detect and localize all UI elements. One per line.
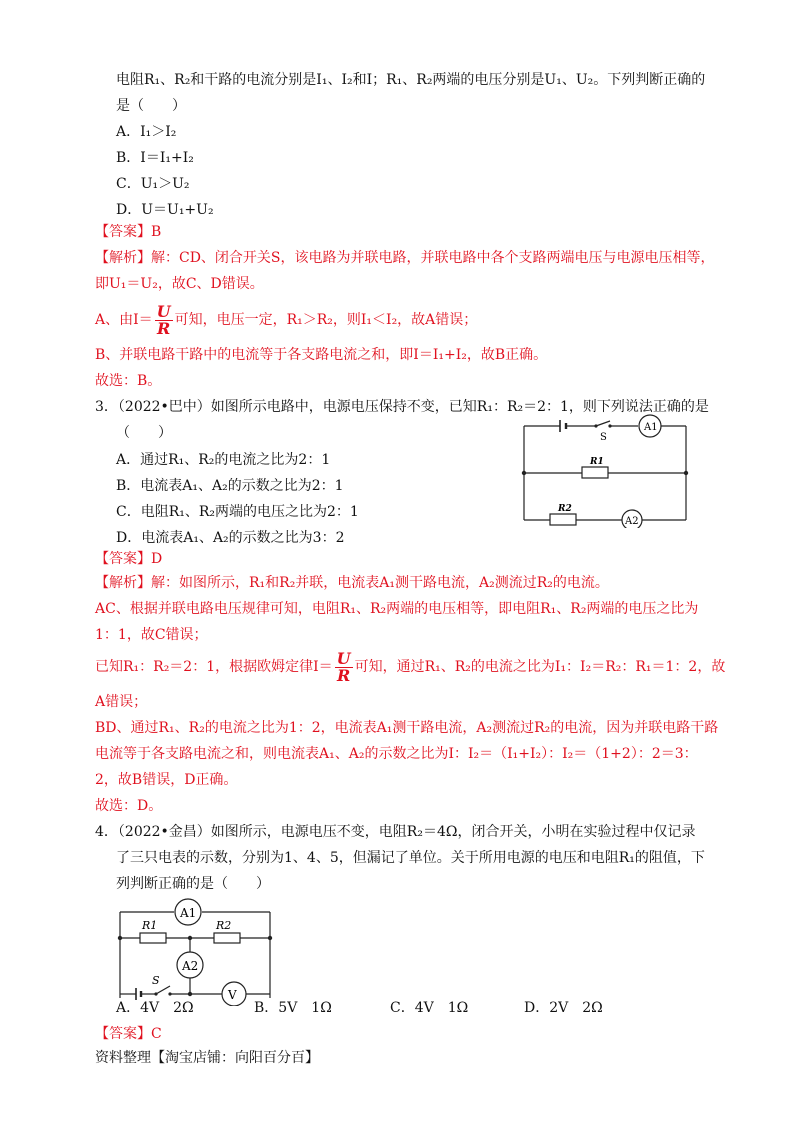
q3-analysis-line4-pre: 已知R₁：R₂＝2：1，根据欧姆定律I＝ bbox=[95, 659, 333, 675]
q3-analysis-line8: 2，故B错误，D正确。 bbox=[95, 772, 238, 788]
q2-option-c: C．U₁＞U₂ bbox=[116, 176, 190, 192]
q2-option-d: D．U＝U₁+U₂ bbox=[116, 202, 214, 218]
q4-circuit-diagram bbox=[110, 898, 280, 1006]
q4-voltmeter-label: V bbox=[228, 988, 237, 1002]
fraction-denominator: R bbox=[336, 665, 351, 685]
q4-stem-line3: 列判断正确的是（ ） bbox=[116, 876, 270, 892]
q3-answer: 【答案】D bbox=[95, 551, 163, 567]
q4-answer: 【答案】C bbox=[95, 1026, 162, 1042]
q3-analysis-line2: AC、根据并联电路电压规律可知，电阻R₁、R₂两端的电压相等，即电阻R₁、R₂两端的电压之比为 bbox=[95, 601, 699, 617]
q4-option-d: D．2V 2Ω bbox=[524, 1000, 603, 1016]
q3-option-b: B．电流表A₁、A₂的示数之比为2：1 bbox=[116, 478, 344, 494]
q4-r1-label: R1 bbox=[142, 919, 158, 932]
q4-stem-line1: 4．（2022•金昌）如图所示，电源电压不变，电阻R₂＝4Ω，闭合开关，小明在实验过程中仅记录 bbox=[95, 824, 696, 840]
q3-ammeter-a2-label: A2 bbox=[625, 516, 639, 527]
q2-analysis-line4: B、并联电路干路中的电流等于各支路电流之和，即I＝I₁+I₂，故B正确。 bbox=[95, 347, 548, 363]
q3-analysis-line4 bbox=[95, 647, 725, 687]
footer: 资料整理【淘宝店铺：向阳百分百】 bbox=[95, 1050, 319, 1066]
q2-analysis-line3-pre: A、由I＝ bbox=[95, 312, 153, 328]
q3-analysis-line3: 1：1，故C错误； bbox=[95, 627, 208, 643]
q3-circuit-diagram bbox=[510, 410, 700, 528]
q2-stem-line2: 是（ ） bbox=[116, 98, 186, 114]
q2-analysis-line3 bbox=[95, 300, 477, 340]
q4-ammeter-a2-label: A2 bbox=[182, 959, 199, 973]
fraction-numerator: U bbox=[336, 648, 351, 668]
fraction-denominator: R bbox=[156, 318, 171, 338]
q2-answer: 【答案】B bbox=[95, 224, 162, 240]
q3-analysis-line4-post: 可知，通过R₁、R₂的电流之比为I₁：I₂＝R₂：R₁＝1：2，故 bbox=[354, 659, 726, 675]
q3-option-c: C．电阻R₁、R₂两端的电压之比为2：1 bbox=[116, 504, 359, 520]
q3-switch-label: S bbox=[600, 432, 607, 443]
q4-option-b: B．5V 1Ω bbox=[254, 1000, 332, 1016]
q2-option-b: B．I＝I₁+I₂ bbox=[116, 150, 194, 166]
q4-stem-line2: 了三只电表的示数，分别为1、4、5，但漏记了单位。关于所用电源的电压和电阻R₁的阻值，下 bbox=[116, 850, 705, 866]
q2-analysis-line2: 即U₁＝U₂，故C、D错误。 bbox=[95, 276, 264, 292]
q4-switch-label: S bbox=[152, 974, 160, 987]
q3-stem-line2: （ ） bbox=[116, 425, 172, 441]
q3-option-d: D．电流表A₁、A₂的示数之比为3：2 bbox=[116, 530, 345, 546]
q4-option-a: A．4V 2Ω bbox=[116, 1000, 194, 1016]
q2-option-a: A．I₁＞I₂ bbox=[116, 124, 177, 140]
q3-analysis-line6: BD、通过R₁、R₂的电流之比为1：2，电流表A₁测干路电流，A₂测流过R₂的电流，因为并联电路干路 bbox=[95, 720, 719, 736]
fraction-numerator: U bbox=[156, 301, 171, 321]
q3-option-a: A．通过R₁、R₂的电流之比为2：1 bbox=[116, 452, 331, 468]
ohm-fraction-2 bbox=[335, 648, 353, 685]
q2-conclusion: 故选：B。 bbox=[95, 373, 162, 389]
q4-r2-label: R2 bbox=[216, 919, 232, 932]
q3-conclusion: 故选：D。 bbox=[95, 798, 163, 814]
q3-analysis-line1: 【解析】解：如图所示，R₁和R₂并联，电流表A₁测干路电流，A₂测流过R₂的电流。 bbox=[95, 575, 609, 591]
ohm-fraction bbox=[155, 301, 173, 338]
q2-analysis-line1: 【解析】解：CD、闭合开关S，该电路为并联电路，并联电路中各个支路两端电压与电源电压相等， bbox=[95, 250, 715, 266]
q2-stem-line1: 电阻R₁、R₂和干路的电流分别是I₁、I₂和I；R₁、R₂两端的电压分别是U₁、U₂。下列判断正确的 bbox=[116, 72, 706, 88]
q4-option-c: C．4V 1Ω bbox=[390, 1000, 469, 1016]
q2-analysis-line3-post: 可知，电压一定，R₁＞R₂，则I₁＜I₂，故A错误； bbox=[174, 312, 478, 328]
q3-r1-label: R1 bbox=[590, 457, 604, 467]
q4-ammeter-a1-label: A1 bbox=[180, 906, 197, 920]
q3-r2-label: R2 bbox=[558, 504, 572, 514]
q3-ammeter-a1-label: A1 bbox=[644, 422, 658, 433]
q3-analysis-line5: A错误； bbox=[95, 694, 148, 710]
q3-analysis-line7: 电流等于各支路电流之和，则电流表A₁、A₂的示数之比为I：I₂＝（I₁+I₂）：I₂＝（1+2）：2＝3： bbox=[95, 746, 698, 762]
q3-stem-line1: 3．（2022•巴中）如图所示电路中，电源电压保持不变，已知R₁：R₂＝2：1，则下列说法正确的是 bbox=[95, 399, 709, 415]
